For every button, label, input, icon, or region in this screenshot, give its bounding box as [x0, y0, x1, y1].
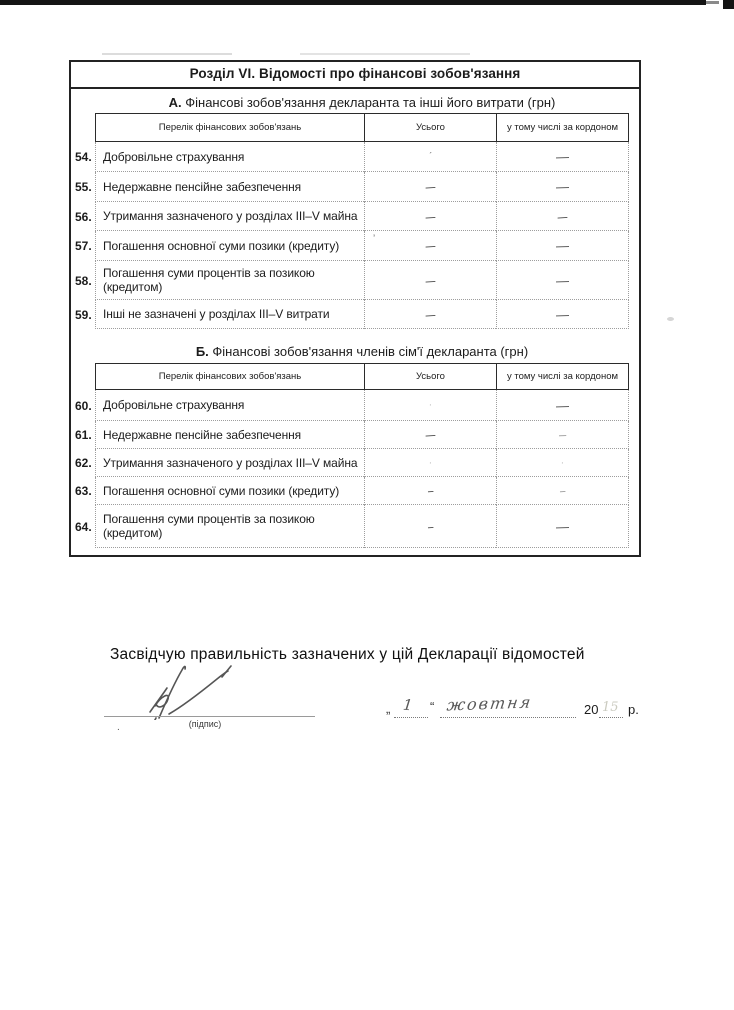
subsection-b-title — [95, 344, 629, 359]
abroad-mark: – — [558, 426, 567, 443]
abroad-cell — [496, 421, 629, 449]
column-header-total: Усього — [364, 363, 496, 390]
abroad-cell — [496, 390, 629, 421]
row-number: 64. — [75, 519, 92, 534]
column-header-list: Перелік фінансових зобов'язань — [95, 363, 364, 390]
scan-artifact-top-bar — [0, 0, 706, 5]
abroad-cell — [496, 477, 629, 505]
abroad-cell — [496, 449, 629, 477]
scan-smudge — [102, 53, 232, 55]
total-cell — [364, 449, 496, 477]
row-number: 58. — [75, 273, 92, 288]
total-cell — [364, 477, 496, 505]
row-label: Погашення суми процентів за позикою (кредитом) — [95, 505, 364, 548]
total-cell — [364, 231, 496, 261]
row-number: 56. — [75, 209, 92, 224]
total-mark: — — [425, 237, 436, 254]
abroad-cell — [496, 261, 629, 300]
abroad-mark: – — [559, 482, 566, 499]
date-open-quote: „ — [386, 701, 391, 716]
column-header-list: Перелік фінансових зобов'язань — [95, 113, 364, 142]
column-header-abroad: у тому числі за кордоном — [496, 113, 629, 142]
total-cell — [364, 202, 496, 231]
table-family-obligations — [74, 363, 629, 548]
scan-artifact-top-bar-fade — [706, 1, 719, 4]
date-close-quote: “ — [430, 699, 435, 714]
row-number: 62. — [75, 456, 92, 470]
total-mark: – — [427, 482, 434, 499]
date-day-handwritten: 1 — [402, 695, 414, 715]
total-cell — [364, 505, 496, 548]
total-mark: — — [425, 272, 436, 288]
abroad-cell — [496, 142, 629, 172]
total-cell — [364, 172, 496, 202]
subsection-b-letter: Б. — [195, 344, 209, 359]
column-header-total: Усього — [364, 113, 496, 142]
row-number: 61. — [75, 428, 92, 442]
date-year-suffix: р. — [628, 702, 639, 717]
abroad-mark: — — [555, 237, 570, 254]
scan-artifact-corner-mark — [723, 0, 734, 9]
date-year-prefix: 20 — [584, 702, 599, 717]
scan-smudge — [300, 53, 470, 55]
abroad-mark: · — [560, 456, 565, 469]
row-label: Добровільне страхування — [95, 390, 364, 421]
row-number: 63. — [75, 484, 92, 498]
total-cell — [364, 390, 496, 421]
abroad-mark: — — [555, 178, 570, 195]
total-cell — [364, 421, 496, 449]
total-mark: — — [425, 178, 436, 195]
abroad-mark: — — [557, 208, 568, 224]
total-mark: · — [428, 399, 433, 411]
section-vi-box — [69, 60, 641, 557]
column-header-abroad: у тому числі за кордоном — [496, 363, 629, 390]
handwritten-signature — [125, 662, 275, 720]
row-number: 55. — [75, 180, 92, 194]
subsection-a-text: Фінансові зобов'язання декларанта та інші його витрати (грн) — [185, 95, 556, 110]
row-number: 60. — [75, 398, 92, 413]
row-label: Погашення основної суми позики (кредиту) — [95, 477, 364, 505]
row-label: Інші не зазначені у розділах III–V витрати — [95, 300, 364, 329]
header-spacer — [74, 113, 95, 142]
stray-pen-mark: ʼ — [373, 234, 376, 245]
total-mark: — — [425, 208, 436, 224]
subsection-a-title — [95, 95, 629, 110]
abroad-mark: — — [555, 306, 570, 322]
total-cell — [364, 261, 496, 300]
row-label: Погашення основної суми позики (кредиту) — [95, 231, 364, 261]
total-mark: — — [425, 426, 436, 443]
signature-caption: (підпис) — [188, 719, 222, 729]
date-day-line — [394, 717, 428, 718]
abroad-mark: — — [555, 272, 570, 288]
subsection-a-letter: А. — [168, 95, 182, 110]
table-declarant-obligations — [74, 113, 629, 329]
total-mark: – — [427, 518, 434, 534]
scan-dot: . — [117, 722, 120, 733]
row-label: Недержавне пенсійне забезпечення — [95, 172, 364, 202]
row-number: 57. — [75, 239, 92, 253]
date-year-handwritten: 15 — [602, 700, 619, 715]
total-mark: — — [425, 306, 436, 322]
attestation-statement: Засвідчую правильність зазначених у цій Декларації відомостей — [110, 646, 585, 663]
row-label: Добровільне страхування — [95, 142, 364, 172]
abroad-mark: — — [555, 148, 570, 165]
signature-line — [104, 716, 315, 717]
row-label: Утримання зазначеного у розділах III–V майна — [95, 449, 364, 477]
subsection-b-text: Фінансові зобов'язання членів сім'ї декларанта (грн) — [212, 344, 529, 359]
abroad-mark: — — [555, 518, 570, 534]
abroad-cell — [496, 300, 629, 329]
row-label: Погашення суми процентів за позикою (кредитом) — [95, 261, 364, 300]
date-month-handwritten: жовтня — [445, 692, 534, 715]
abroad-mark: — — [555, 397, 570, 413]
row-label: Утримання зазначеного у розділах III–V майна — [95, 202, 364, 231]
scan-speck — [667, 317, 674, 321]
row-label: Недержавне пенсійне забезпечення — [95, 421, 364, 449]
total-cell — [364, 142, 496, 172]
header-spacer — [74, 363, 95, 390]
date-month-line — [440, 717, 576, 718]
abroad-cell — [496, 172, 629, 202]
abroad-cell — [496, 231, 629, 261]
row-number: 54. — [75, 150, 92, 164]
section-title: Розділ VI. Відомості про фінансові зобов'язання — [71, 62, 639, 89]
total-mark: ˊ — [428, 150, 433, 163]
date-year-line — [599, 717, 623, 718]
total-mark: · — [428, 456, 433, 469]
row-number: 59. — [75, 307, 92, 322]
total-cell — [364, 300, 496, 329]
abroad-cell — [496, 505, 629, 548]
abroad-cell — [496, 202, 629, 231]
